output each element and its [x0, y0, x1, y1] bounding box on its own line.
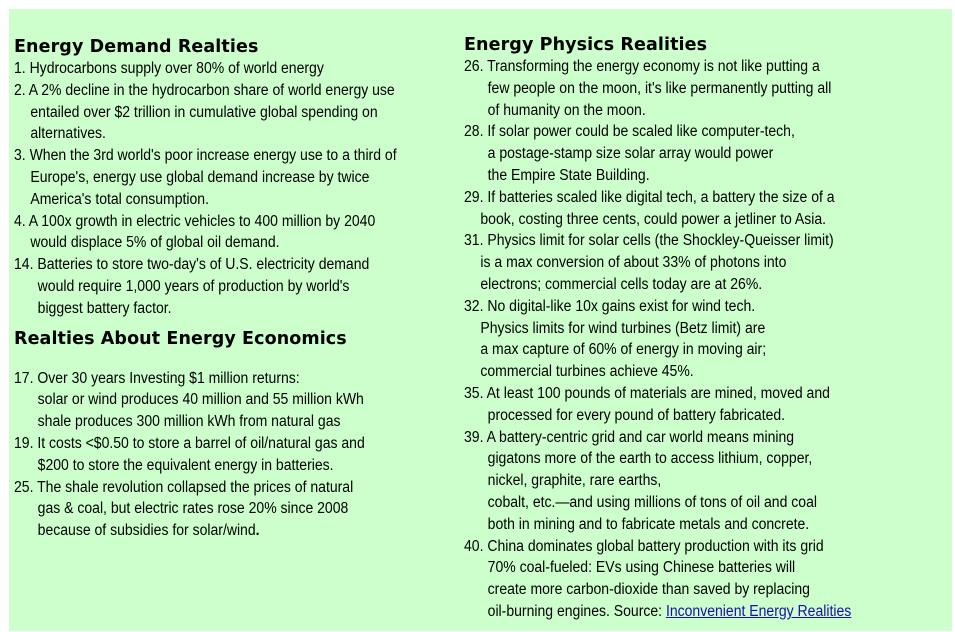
item-line: both in mining and to fabricate metals and concrete. [487, 515, 810, 533]
item-line: 14. Batteries to store two-day's of U.S. electricity demand [14, 256, 370, 274]
list-item [14, 433, 414, 477]
item-line: create more carbon-dioxide than saved by replacing [487, 581, 810, 599]
item-line: shale produces 300 million kWh from natural gas [37, 413, 341, 431]
physics-list [464, 56, 934, 623]
item-line: 39. A battery-centric grid and car world means mining [464, 428, 795, 446]
list-item [464, 427, 892, 536]
list-item [14, 80, 414, 145]
item-line: 70% coal-fueled: EVs using Chinese batteries will [487, 559, 796, 577]
item-line: gigatons more of the earth to access lithium, copper, [487, 450, 813, 468]
infographic-panel [9, 9, 952, 631]
list-item [14, 477, 414, 542]
list-item [464, 187, 892, 231]
item-line-text: oil-burning engines. Source: [487, 602, 666, 620]
list-item [464, 536, 892, 623]
item-line: alternatives. [30, 125, 106, 143]
list-item [14, 58, 414, 80]
list-item [464, 230, 892, 295]
economics-heading: Realties About Energy Economics [14, 328, 347, 349]
list-item [464, 121, 892, 186]
item-line [14, 520, 414, 542]
economics-list [14, 368, 454, 542]
demand-heading: Energy Demand Realties [14, 37, 259, 57]
item-line: Physics limits for wind turbines (Betz limit) are [480, 319, 766, 337]
item-line: of humanity on the moon. [487, 101, 646, 119]
item-line: entailed over $2 trillion in cumulative global spending on [30, 103, 378, 121]
item-line: nickel, graphite, rare earths, [487, 472, 662, 490]
item-line: a postage-stamp size solar array would power [487, 145, 774, 163]
item-line: is a max conversion of about 33% of photons into [480, 254, 787, 272]
source-link[interactable]: Inconvenient Energy Realities [665, 602, 852, 620]
item-line-text: because of subsidies for solar/wind [37, 522, 256, 540]
item-line: 35. At least 100 pounds of materials are mined, moved and [464, 384, 830, 402]
item-line: America's total consumption. [30, 190, 209, 208]
item-line: Europe's, energy use global demand increase by twice [30, 168, 370, 186]
item-line: solar or wind produces 40 million and 55 million kWh [37, 391, 364, 409]
item-line: gas & coal, but electric rates rose 20% since 2008 [37, 500, 349, 518]
item-line [464, 601, 892, 623]
list-item [14, 145, 414, 210]
item-line: 2. A 2% decline in the hydrocarbon share of world energy use [14, 81, 395, 99]
item-line: 32. No digital-like 10x gains exist for wind tech. [464, 297, 756, 315]
right-column [464, 34, 934, 623]
item-line: cobalt, etc.—and using millions of tons of oil and coal [487, 493, 817, 511]
item-line: the Empire State Building. [487, 166, 650, 184]
item-line: biggest battery factor. [37, 299, 172, 317]
item-line: 40. China dominates global battery production with its grid [464, 537, 824, 555]
item-line: commercial turbines achieve 45%. [480, 363, 694, 381]
list-item [464, 56, 892, 121]
item-line: 31. Physics limit for solar cells (the Shockley-Queisser limit) [464, 232, 834, 250]
item-line: would require 1,000 years of production by world's [37, 277, 350, 295]
end-mark: . [255, 522, 260, 540]
item-line: a max capture of 60% of energy in moving air; [480, 341, 767, 359]
item-line: 3. When the 3rd world's poor increase energy use to a third of [14, 147, 397, 165]
item-line: 1. Hydrocarbons supply over 80% of world energy [14, 60, 324, 77]
list-item [464, 296, 892, 383]
item-line: electrons; commercial cells today are at 26%. [480, 275, 763, 293]
list-item [464, 383, 892, 427]
list-item [14, 368, 414, 433]
item-line: few people on the moon, it's like permanently putting all [487, 79, 832, 97]
item-line: 29. If batteries scaled like digital tech, a battery the size of a [464, 188, 835, 206]
item-line: would displace 5% of global oil demand. [30, 234, 280, 252]
item-line: book, costing three cents, could power a jetliner to Asia. [480, 210, 827, 228]
item-line: $200 to store the equivalent energy in batteries. [37, 456, 334, 474]
item-line: 25. The shale revolution collapsed the prices of natural [14, 478, 354, 496]
demand-list [14, 58, 454, 320]
item-line: processed for every pound of battery fabricated. [487, 406, 786, 424]
item-line: 4. A 100x growth in electric vehicles to 400 million by 2040 [14, 212, 376, 230]
item-line: 26. Transforming the energy economy is not like putting a [464, 58, 820, 75]
item-line: 19. It costs <$0.50 to store a barrel of oil/natural gas and [14, 434, 365, 452]
item-line: 28. If solar power could be scaled like computer-tech, [464, 123, 795, 141]
list-item [14, 254, 414, 319]
physics-heading: Energy Physics Realities [464, 35, 708, 55]
list-item [14, 211, 414, 255]
item-line: 17. Over 30 years Investing $1 million returns: [14, 369, 300, 387]
left-column [14, 36, 454, 542]
